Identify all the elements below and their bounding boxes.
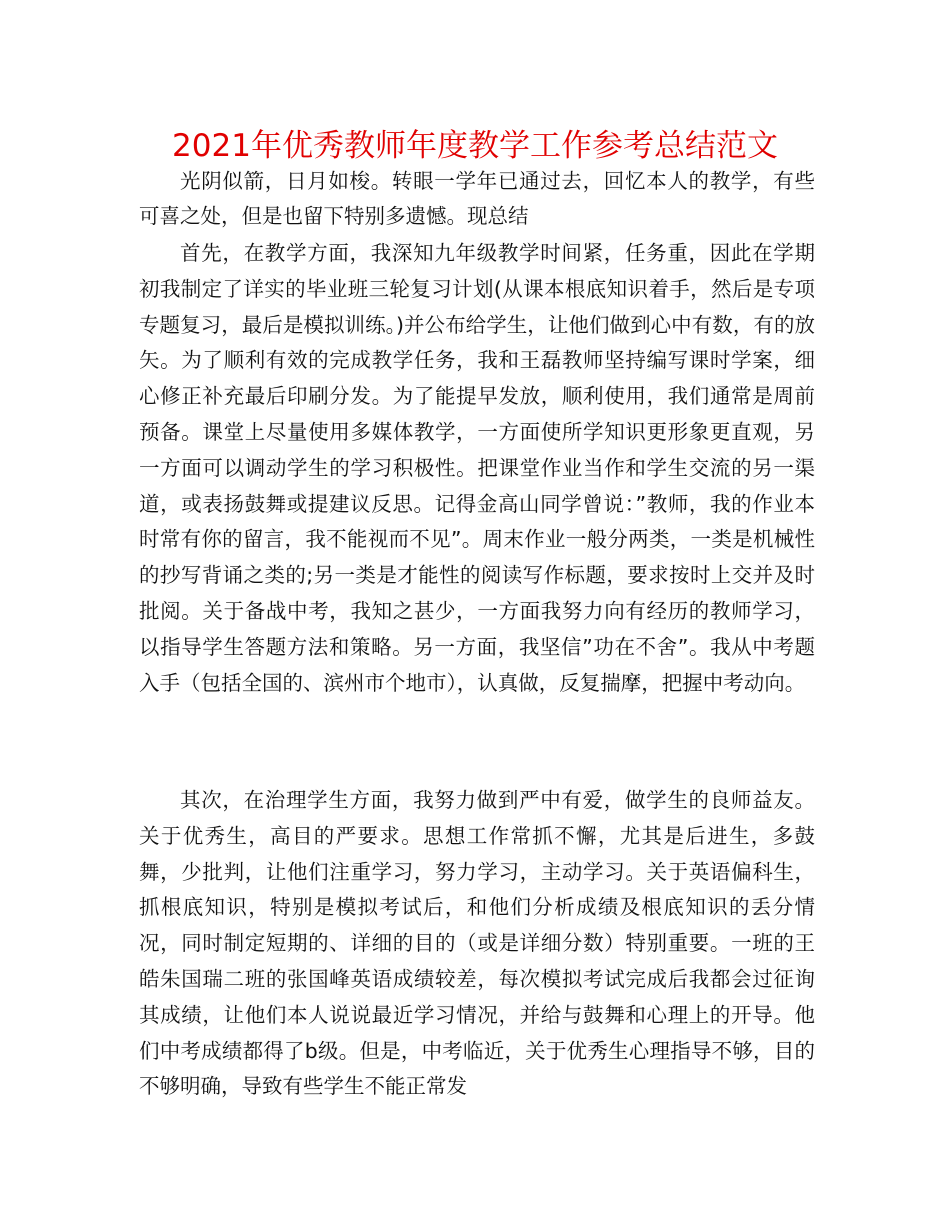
section-student-management — [139, 783, 815, 1105]
paragraph-intro: 光阴似箭，日月如梭。转眼一学年已通过去，回忆本人的教学，有些可喜之处，但是也留下特别多遗憾。现总结 — [139, 169, 815, 228]
intro-block — [139, 164, 815, 234]
document-title: 2021年优秀教师年度教学工作参考总结范文 — [172, 128, 778, 164]
section-teaching — [139, 236, 815, 701]
paragraph-student-management: 其次，在治理学生方面，我努力做到严中有爱，做学生的良师益友。关于优秀生，高目的严要求。思想工作常抓不懈，尤其是后进生，多鼓舞，少批判，让他们注重学习，努力学习，主动学习。关于英语偏科生，抓根底知识，特别是模拟考试后，和他们分析成绩及根底知识的丢分情况，同时制定短期的、详细的目的（或是详细分数）特别重要。一班的王皓朱国瑞二班的张国峰英语成绩较差，每次模拟考试完成后我都会过征询其成绩，让他们本人说说最近学习情况，并给与鼓舞和心理上的开导。他们中考成绩都得了b级。但是，中考临近，关于优秀生心理指导不够，目的不够明确，导致有些学生不能正常发 — [139, 788, 815, 1099]
paragraph-teaching: 首先，在教学方面，我深知九年级教学时间紧，任务重，因此在学期初我制定了详实的毕业班三轮复习计划(从课本根底知识着手，然后是专项专题复习，最后是模拟训练。)并公布给学生，让他们做到心中有数，有的放矢。为了顺利有效的完成教学任务，我和王磊教师坚持编写课时学案，细心修正补充最后印刷分发。为了能提早发放，顺利使用，我们通常是周前预备。课堂上尽量使用多媒体教学，一方面使所学知识更形象更直观，另一方面可以调动学生的学习积极性。把课堂作业当作和学生交流的另一渠道，或表扬鼓舞或提建议反思。记得金高山同学曾说：”教师，我的作业本时常有你的留言，我不能视而不见”。周末作业一般分两类，一类是机械性的抄写背诵之类的;另一类是才能性的阅读写作标题，要求按时上交并及时批阅。关于备战中考，我知之甚少，一方面我努力向有经历的教师学习，以指导学生答题方法和策略。另一方面，我坚信”功在不舍”。我从中考题入手（包括全国的、滨州市个地市），认真做，反复揣摩，把握中考动向。 — [139, 241, 815, 695]
